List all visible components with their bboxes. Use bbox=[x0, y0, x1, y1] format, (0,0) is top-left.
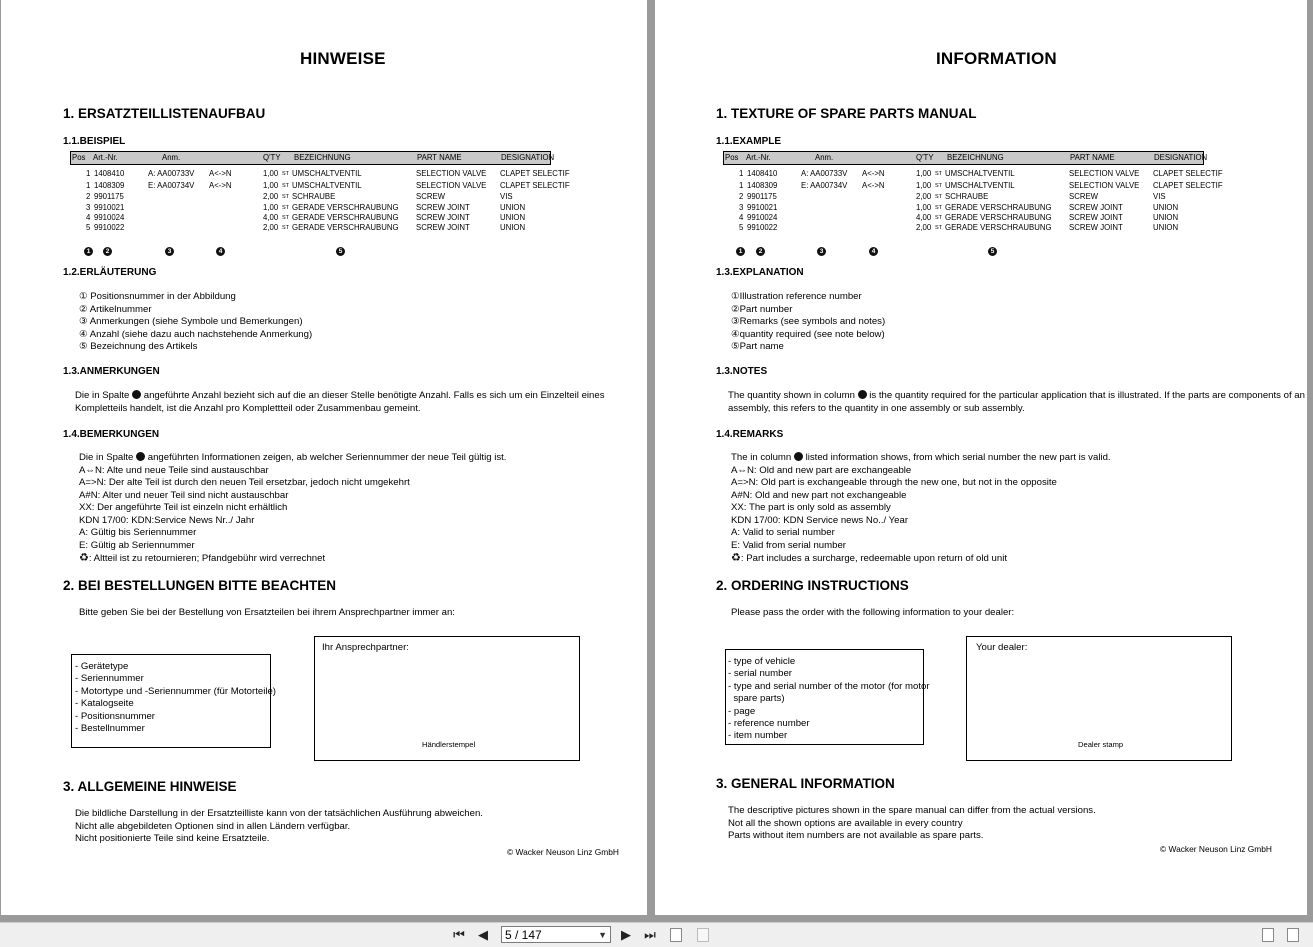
remarks-text: Die in Spalte angeführten Informationen zeigen, ab welcher Seriennummer der neue Teil gültig ist. A⇔N: Alte und neue Teile sind austauschbar A=>N: Der alte Teil ist durch den neuen Teil ersetzbar, jedoch nicht umgekehrt A#N: Alter und neuer Teil sind nicht austauschbar XX: Der angeführte Teil ist einzeln nicht erhältlich KDN 17/00: KDN:Service News Nr../ Jahr A: Gültig bis Seriennummer E: Gültig ab Seriennummer ♻: Altteil ist zu retournieren; Pfandgebühr wird verrechnet bbox=[79, 452, 507, 564]
row-art: 1408309 bbox=[747, 181, 778, 190]
col-des: DESIGNATION bbox=[1154, 153, 1208, 162]
list-item: - page bbox=[728, 705, 756, 717]
row-part: SCREW JOINT bbox=[1069, 223, 1123, 232]
col-des: DESIGNATION bbox=[501, 153, 555, 162]
list-item: KDN 17/00: KDN Service news No../ Year bbox=[731, 514, 909, 526]
row-code: A<->N bbox=[862, 169, 885, 178]
row-des: CLAPET SELECTIF bbox=[1153, 169, 1223, 178]
col-bez: BEZEICHNUNG bbox=[947, 153, 1004, 162]
row-code: A<->N bbox=[862, 181, 885, 190]
copyright: © Wacker Neuson Linz GmbH bbox=[507, 847, 619, 857]
row-art: 9910021 bbox=[747, 203, 778, 212]
remarks-text: The in column listed information shows, from which serial number the new part is valid. A⇔N: Old and new part are exchangeable A=>N: Old part is exchangeable through the new one, but not in the opposite A#N: Old and new part not exchangeable XX: The part is only sold as assembly KDN 17/00: KDN Service news No../ Year A: Valid to serial number E: Valid from serial number ♻: Part includes a surcharge, redeemable upon return of old unit bbox=[731, 452, 1111, 564]
row-des: UNION bbox=[1153, 213, 1179, 222]
row-bez: UMSCHALTVENTIL bbox=[292, 181, 362, 190]
list-item: spare parts) bbox=[728, 693, 785, 705]
list-item: - type of vehicle bbox=[728, 656, 796, 667]
stamp-label: Händlerstempel bbox=[422, 740, 476, 749]
list-item: - Gerätetype bbox=[75, 661, 129, 672]
table-header bbox=[723, 151, 1208, 165]
row-des: UNION bbox=[500, 213, 526, 222]
row-bez: GERADE VERSCHRAUBUNG bbox=[292, 203, 399, 212]
row-des: VIS bbox=[500, 192, 513, 201]
row-unit: ST bbox=[935, 194, 943, 200]
col-bez: BEZEICHNUNG bbox=[294, 153, 351, 162]
col-qty: Q'TY bbox=[916, 153, 934, 162]
row-pos: 5 bbox=[739, 223, 744, 232]
list-item: ④quantity required (see note below) bbox=[731, 328, 885, 340]
row-unit: ST bbox=[935, 183, 943, 189]
row-qty: 1,00 bbox=[263, 169, 279, 178]
row-art: 9910022 bbox=[94, 223, 125, 232]
row-bez: GERADE VERSCHRAUBUNG bbox=[945, 213, 1052, 222]
list-item: E: Valid from serial number bbox=[731, 539, 846, 551]
row-art: 9901175 bbox=[94, 192, 124, 201]
row-bez: GERADE VERSCHRAUBUNG bbox=[292, 213, 399, 222]
section-heading: 2. BEI BESTELLUNGEN BITTE BEACHTEN bbox=[63, 578, 337, 593]
row-qty: 1,00 bbox=[263, 181, 279, 190]
list-item: ① Positionsnummer in der Abbildung bbox=[79, 291, 236, 302]
row-unit: ST bbox=[935, 171, 943, 177]
row-des: CLAPET SELECTIF bbox=[1153, 181, 1223, 190]
list-item: A⇔N: Alte und neue Teile sind austauschbar bbox=[79, 464, 269, 476]
row-des: VIS bbox=[1153, 192, 1166, 201]
column-marker: 3 bbox=[165, 247, 174, 256]
table-header bbox=[70, 151, 555, 165]
notes-text: The quantity shown in column is the quantity required for the particular application that is illustrated. If the parts are components of an assembly, this refers to the quantity in one assembly or sub assembly. bbox=[728, 390, 1305, 414]
row-pos: 2 bbox=[739, 192, 744, 201]
list-item: A: Valid to serial number bbox=[731, 527, 835, 538]
row-part: SCREW JOINT bbox=[1069, 203, 1123, 212]
row-des: CLAPET SELECTIF bbox=[500, 169, 570, 178]
chevron-down-icon: ▼ bbox=[598, 930, 607, 940]
row-des: UNION bbox=[500, 203, 526, 212]
list-item: A#N: Alter und neuer Teil sind nicht austauschbar bbox=[79, 489, 289, 501]
row-anm: A: AA00733V bbox=[801, 169, 848, 178]
row-art: 9910021 bbox=[94, 203, 125, 212]
list-item: A=>N: Old part is exchangeable through the new one, but not in the opposite bbox=[731, 477, 1057, 488]
previous-page-icon[interactable]: ◀ bbox=[478, 927, 488, 942]
row-pos: 2 bbox=[86, 192, 91, 201]
column-marker: 3 bbox=[817, 247, 826, 256]
col-art: Art.-Nr. bbox=[746, 153, 771, 162]
stamp-label: Dealer stamp bbox=[1078, 740, 1124, 749]
column-marker: 1 bbox=[84, 247, 93, 256]
row-unit: ST bbox=[935, 215, 943, 221]
row-bez: SCHRAUBE bbox=[945, 192, 989, 201]
page-number-value: 5 / 147 bbox=[505, 928, 542, 942]
circle-3-icon bbox=[136, 452, 145, 461]
row-part: SCREW JOINT bbox=[416, 223, 470, 232]
row-art: 1408309 bbox=[94, 181, 125, 190]
row-qty: 2,00 bbox=[916, 223, 932, 232]
list-item: - Motortype und -Seriennummer (für Motorteile) bbox=[75, 685, 277, 697]
row-code: A<->N bbox=[209, 181, 232, 190]
dealer-label: Ihr Ansprechpartner: bbox=[322, 642, 409, 653]
col-pos: Pos bbox=[725, 153, 739, 162]
subsection-heading: 1.1.BEISPIEL bbox=[63, 136, 126, 147]
list-item: - Positionsnummer bbox=[75, 710, 155, 722]
section-heading: 1. ERSATZTEILLISTENAUFBAU bbox=[63, 106, 266, 121]
page-left bbox=[1, 0, 647, 915]
list-item: A⇔N: Old and new part are exchangeable bbox=[731, 464, 912, 476]
row-bez: SCHRAUBE bbox=[292, 192, 336, 201]
go-back-view-icon[interactable] bbox=[670, 928, 682, 942]
copyright: © Wacker Neuson Linz GmbH bbox=[1160, 844, 1272, 854]
row-part: SCREW JOINT bbox=[416, 213, 470, 222]
row-part: SELECTION VALVE bbox=[416, 181, 487, 190]
continuous-view-icon[interactable] bbox=[1287, 928, 1299, 942]
order-intro: Please pass the order with the following information to your dealer: bbox=[731, 607, 1015, 618]
row-des: CLAPET SELECTIF bbox=[500, 181, 570, 190]
subsection-heading: 1.3.NOTES bbox=[716, 366, 768, 377]
row-des: UNION bbox=[1153, 223, 1179, 232]
row-bez: GERADE VERSCHRAUBUNG bbox=[945, 203, 1052, 212]
list-item: ⑤ Bezeichnung des Artikels bbox=[79, 341, 198, 352]
row-unit: ST bbox=[282, 215, 290, 221]
list-item: ④ Anzahl (siehe dazu auch nachstehende Anmerkung) bbox=[79, 328, 313, 340]
row-pos: 4 bbox=[86, 213, 91, 222]
dealer-label: Your dealer: bbox=[976, 642, 1028, 653]
circle-4-icon bbox=[858, 390, 867, 399]
col-art: Art.-Nr. bbox=[93, 153, 118, 162]
next-page-icon[interactable]: ▶ bbox=[621, 927, 631, 942]
row-unit: ST bbox=[935, 205, 943, 211]
column-marker: 4 bbox=[869, 247, 878, 256]
section-heading: 3. ALLGEMEINE HINWEISE bbox=[63, 779, 237, 794]
list-item: A: Gültig bis Seriennummer bbox=[79, 527, 197, 538]
row-bez: UMSCHALTVENTIL bbox=[292, 169, 362, 178]
list-item: ③ Anmerkungen (siehe Symbole und Bemerkungen) bbox=[79, 316, 303, 327]
row-pos: 3 bbox=[86, 203, 91, 212]
row-art: 1408410 bbox=[747, 169, 778, 178]
row-pos: 4 bbox=[739, 213, 744, 222]
list-item: A=>N: Der alte Teil ist durch den neuen Teil ersetzbar, jedoch nicht umgekehrt bbox=[79, 477, 410, 488]
list-item: ②Part number bbox=[731, 303, 793, 315]
col-part: PART NAME bbox=[1070, 153, 1115, 162]
list-item: - Bestellnummer bbox=[75, 723, 145, 735]
row-qty: 2,00 bbox=[263, 223, 279, 232]
page-title: HINWEISE bbox=[300, 49, 386, 68]
subsection-heading: 1.4.BEMERKUNGEN bbox=[63, 429, 160, 440]
circle-3-icon bbox=[794, 452, 803, 461]
row-des: UNION bbox=[1153, 203, 1179, 212]
row-qty: 2,00 bbox=[916, 192, 932, 201]
row-pos: 1 bbox=[739, 169, 744, 178]
list-item: - Katalogseite bbox=[75, 698, 134, 710]
recycle-icon: ♻ bbox=[79, 552, 89, 564]
row-part: SCREW bbox=[416, 192, 446, 201]
last-page-icon[interactable]: ⏭ bbox=[644, 927, 656, 942]
col-qty: Q'TY bbox=[263, 153, 281, 162]
row-pos: 5 bbox=[86, 223, 91, 232]
col-anm: Anm. bbox=[162, 153, 181, 162]
row-part: SELECTION VALVE bbox=[416, 169, 487, 178]
row-part: SCREW JOINT bbox=[1069, 213, 1123, 222]
col-pos: Pos bbox=[72, 153, 86, 162]
dealer-stamp-box bbox=[966, 636, 1232, 761]
list-item: ⑤Part name bbox=[731, 341, 784, 352]
page-right bbox=[655, 0, 1307, 915]
section-heading: 1. TEXTURE OF SPARE PARTS MANUAL bbox=[716, 106, 977, 121]
row-bez: UMSCHALTVENTIL bbox=[945, 169, 1015, 178]
list-item: A#N: Old and new part not exchangeable bbox=[731, 489, 907, 501]
page-number-select[interactable] bbox=[501, 926, 611, 943]
column-marker: 5 bbox=[988, 247, 997, 256]
single-page-view-icon[interactable] bbox=[1262, 928, 1274, 942]
column-marker: 2 bbox=[103, 247, 112, 256]
row-des: UNION bbox=[500, 223, 526, 232]
general-text: The descriptive pictures shown in the spare manual can differ from the actual versions. Not all the shown options are available in every country Parts without item numbers are not available as spare parts. bbox=[728, 805, 1096, 841]
list-item: E: Gültig ab Seriennummer bbox=[79, 539, 195, 551]
list-item: - reference number bbox=[728, 718, 810, 730]
row-bez: UMSCHALTVENTIL bbox=[945, 181, 1015, 190]
row-unit: ST bbox=[282, 194, 290, 200]
viewer-toolbar bbox=[0, 922, 1313, 947]
row-qty: 1,00 bbox=[916, 203, 932, 212]
column-marker: 5 bbox=[336, 247, 345, 256]
list-item: - Seriennummer bbox=[75, 673, 144, 685]
circle-4-icon bbox=[132, 390, 141, 399]
list-item: - serial number bbox=[728, 668, 792, 680]
column-marker: 1 bbox=[736, 247, 745, 256]
general-text: Die bildliche Darstellung in der Ersatzteilliste kann von der tatsächlichen Ausführung abweichen. Nicht alle abgebildeten Optionen sind in allen Ländern verfügbar. Nicht positionierte Teile sind keine Ersatzteile. bbox=[75, 808, 483, 844]
row-qty: 4,00 bbox=[916, 213, 932, 222]
list-item: - type and serial number of the motor (for motor bbox=[728, 680, 930, 692]
row-unit: ST bbox=[282, 171, 290, 177]
row-bez: GERADE VERSCHRAUBUNG bbox=[292, 223, 399, 232]
subsection-heading: 1.1.EXAMPLE bbox=[716, 136, 782, 147]
row-anm: E: AA00734V bbox=[148, 181, 195, 190]
order-checklist-box bbox=[725, 649, 930, 745]
row-anm: A: AA00733V bbox=[148, 169, 195, 178]
col-anm: Anm. bbox=[815, 153, 834, 162]
row-part: SELECTION VALVE bbox=[1069, 181, 1140, 190]
recycle-icon: ♻ bbox=[731, 552, 741, 564]
row-part: SCREW bbox=[1069, 192, 1099, 201]
row-art: 9910024 bbox=[94, 213, 125, 222]
list-item: XX: The part is only sold as assembly bbox=[731, 502, 891, 513]
row-part: SELECTION VALVE bbox=[1069, 169, 1140, 178]
notes-text: Die in Spalte angeführte Anzahl bezieht sich auf die an dieser Stelle benötigte Anzahl. Falls es sich um ein Einzelteil eines Kompletteils handelt, ist die Anzahl pro Komplettteil oder Zusammenbau gemeint. bbox=[75, 390, 605, 414]
section-heading: 2. ORDERING INSTRUCTIONS bbox=[716, 578, 909, 593]
go-forward-view-icon[interactable] bbox=[697, 928, 709, 942]
row-art: 9910022 bbox=[747, 223, 778, 232]
order-checklist-box bbox=[71, 654, 277, 748]
list-item: ①Illustration reference number bbox=[731, 291, 862, 302]
row-unit: ST bbox=[282, 183, 290, 189]
row-art: 1408410 bbox=[94, 169, 125, 178]
row-art: 9901175 bbox=[747, 192, 777, 201]
row-bez: GERADE VERSCHRAUBUNG bbox=[945, 223, 1052, 232]
list-item: XX: Der angeführte Teil ist einzeln nicht erhältlich bbox=[79, 502, 288, 513]
row-pos: 1 bbox=[739, 181, 744, 190]
row-pos: 1 bbox=[86, 181, 91, 190]
page-title: INFORMATION bbox=[936, 49, 1057, 68]
list-item: KDN 17/00: KDN:Service News Nr../ Jahr bbox=[79, 514, 255, 526]
row-pos: 3 bbox=[739, 203, 744, 212]
subsection-heading: 1.3.ANMERKUNGEN bbox=[63, 366, 160, 377]
row-part: SCREW JOINT bbox=[416, 203, 470, 212]
list-item: ③Remarks (see symbols and notes) bbox=[731, 316, 886, 327]
subsection-heading: 1.3.EXPLANATION bbox=[716, 267, 804, 278]
subsection-heading: 1.2.ERLÄUTERUNG bbox=[63, 267, 157, 278]
row-qty: 4,00 bbox=[263, 213, 279, 222]
row-pos: 1 bbox=[86, 169, 91, 178]
order-intro: Bitte geben Sie bei der Bestellung von Ersatzteilen bei ihrem Ansprechpartner immer an: bbox=[79, 607, 455, 618]
col-part: PART NAME bbox=[417, 153, 462, 162]
row-anm: E: AA00734V bbox=[801, 181, 848, 190]
dealer-stamp-box bbox=[314, 636, 580, 761]
column-marker: 2 bbox=[756, 247, 765, 256]
list-item: - item number bbox=[728, 730, 788, 742]
row-art: 9910024 bbox=[747, 213, 778, 222]
row-qty: 1,00 bbox=[916, 181, 932, 190]
first-page-icon[interactable]: ⏮ bbox=[453, 927, 465, 942]
row-code: A<->N bbox=[209, 169, 232, 178]
section-heading: 3. GENERAL INFORMATION bbox=[716, 776, 895, 791]
list-item: ② Artikelnummer bbox=[79, 303, 152, 315]
row-unit: ST bbox=[282, 205, 290, 211]
row-qty: 1,00 bbox=[916, 169, 932, 178]
column-marker: 4 bbox=[216, 247, 225, 256]
row-qty: 1,00 bbox=[263, 203, 279, 212]
row-unit: ST bbox=[935, 225, 943, 231]
explanation-list bbox=[731, 291, 885, 354]
explanation-list bbox=[79, 291, 312, 354]
subsection-heading: 1.4.REMARKS bbox=[716, 429, 784, 440]
row-qty: 2,00 bbox=[263, 192, 279, 201]
row-unit: ST bbox=[282, 225, 290, 231]
